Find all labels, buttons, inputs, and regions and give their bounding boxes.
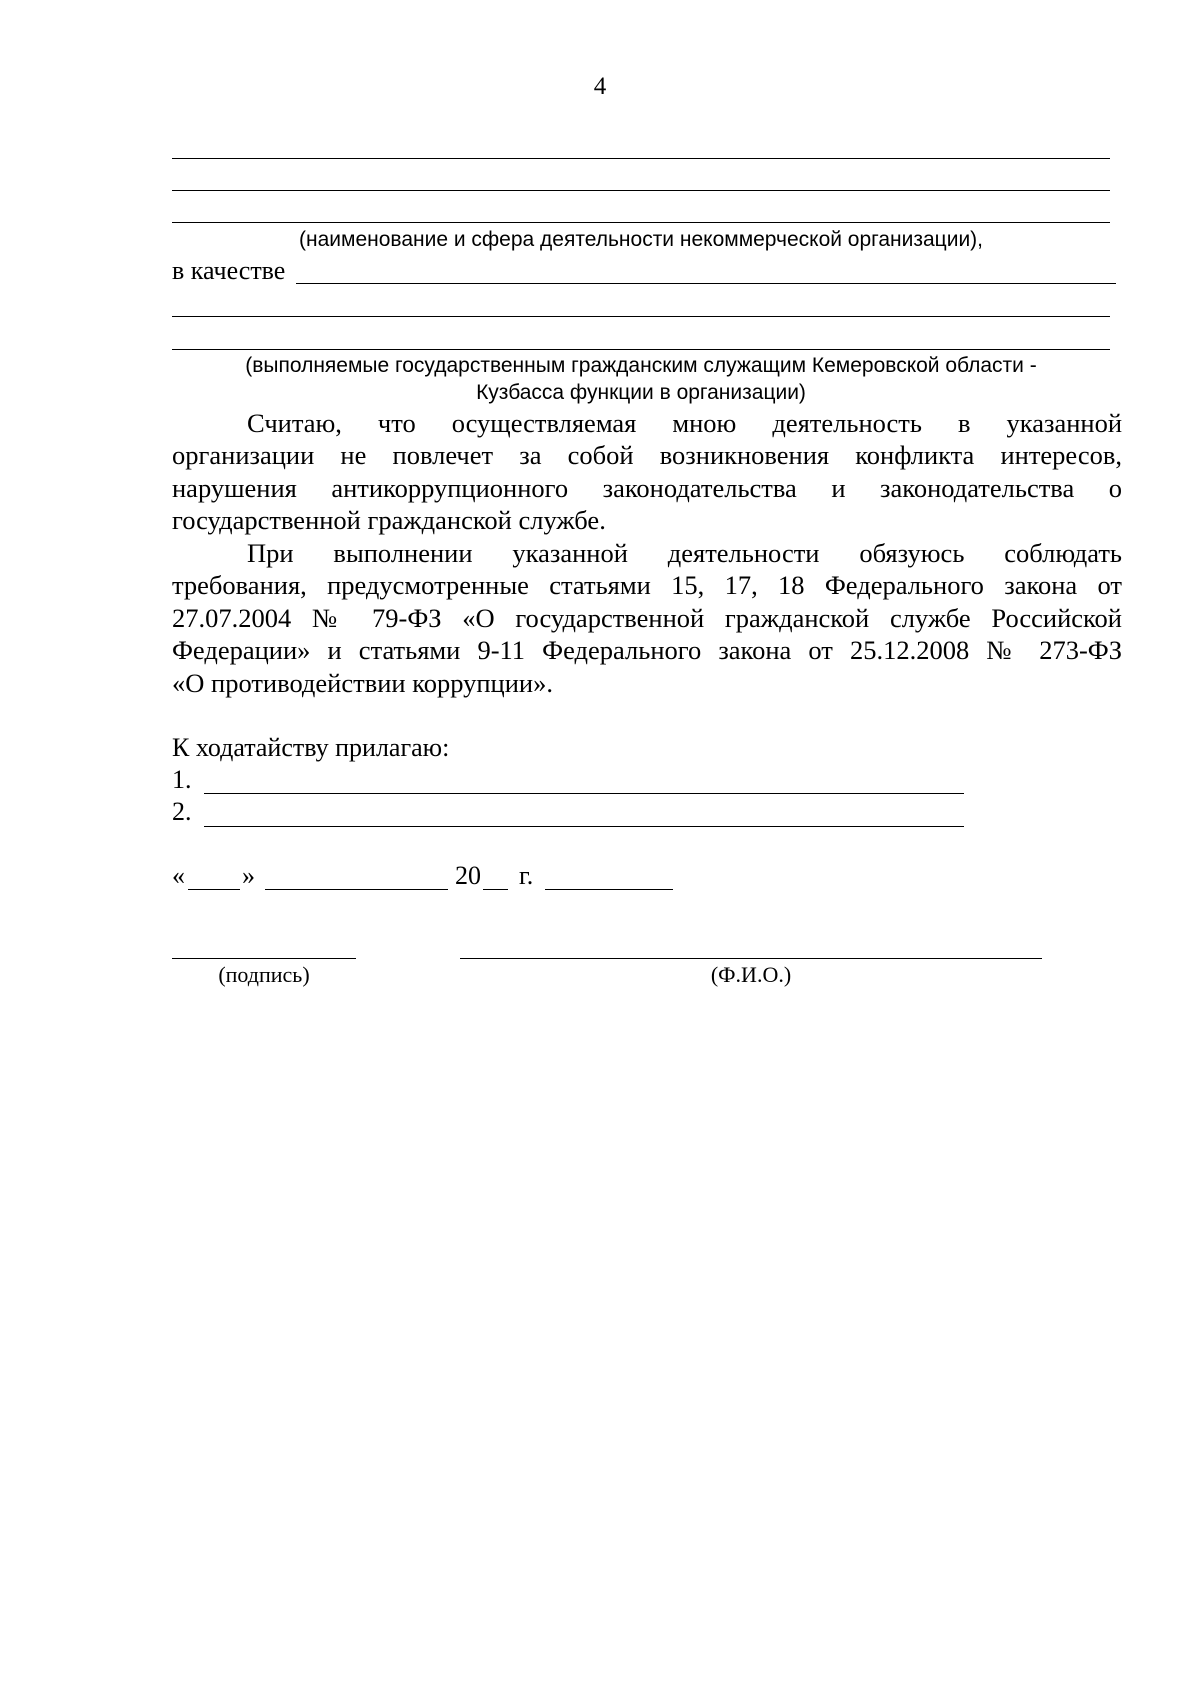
attachment-blank-line-2[interactable] — [204, 826, 964, 827]
statement-line-4: государственной гражданской службе. — [172, 505, 606, 536]
obligation-line-4: Федерации» и статьями 9-11 Федерального закона от 25.12.2008 № 273-ФЗ — [172, 635, 1122, 666]
attachments-label: К ходатайству прилагаю: — [172, 733, 450, 762]
statement-line-3: нарушения антикоррупционного законодательства и законодательства о — [172, 472, 1122, 503]
date-open-quote: « — [172, 861, 185, 890]
attachment-blank-line-1[interactable] — [204, 793, 964, 794]
attachment-number-2: 2. — [172, 797, 192, 826]
organization-caption: (наименование и сфера деятельности некоммерческой организации), — [299, 228, 983, 251]
statement-line-1: Считаю, что осуществляемая мною деятельность в указанной — [247, 408, 1122, 438]
obligation-line-2: требования, предусмотренные статьями 15, 17, 18 Федерального закона от — [172, 570, 1122, 601]
date-year-blank[interactable] — [483, 889, 508, 890]
date-month-blank[interactable] — [265, 889, 448, 890]
obligation-line-5: «О противодействии коррупции». — [172, 667, 553, 698]
statement-paragraph — [172, 407, 1122, 537]
organization-blank-line-1[interactable] — [172, 158, 1110, 159]
attachment-number-1: 1. — [172, 765, 192, 794]
obligation-line-3: 27.07.2004 № 79-ФЗ «О государственной гражданской службе Российской — [172, 602, 1122, 633]
statement-line-2: организации не повлечет за собой возникновения конфликта интересов, — [172, 440, 1122, 471]
date-year-suffix: г. — [519, 861, 534, 890]
functions-caption-line-1: (выполняемые государственным гражданским служащим Кемеровской области - — [245, 354, 1037, 377]
signature-caption: (подпись) — [218, 962, 310, 987]
date-day-blank[interactable] — [188, 889, 240, 890]
functions-blank-line-2[interactable] — [172, 349, 1110, 350]
date-extra-blank[interactable] — [545, 889, 673, 890]
role-blank-line[interactable] — [296, 283, 1116, 284]
date-year-prefix: 20 — [455, 861, 481, 890]
date-close-quote: » — [242, 861, 255, 890]
page-number: 4 — [593, 73, 607, 100]
functions-caption-line-2: Кузбасса функции в организации) — [476, 381, 806, 404]
functions-blank-line-1[interactable] — [172, 316, 1110, 317]
organization-blank-line-3[interactable] — [172, 222, 1110, 223]
name-blank-line[interactable] — [460, 958, 1042, 959]
obligation-line-1: При выполнении указанной деятельности обязуюсь соблюдать — [247, 538, 1122, 568]
signature-blank-line[interactable] — [172, 958, 356, 959]
obligation-paragraph — [172, 537, 1122, 699]
role-label: в качестве — [172, 256, 286, 285]
name-caption: (Ф.И.О.) — [710, 962, 792, 987]
organization-blank-line-2[interactable] — [172, 190, 1110, 191]
